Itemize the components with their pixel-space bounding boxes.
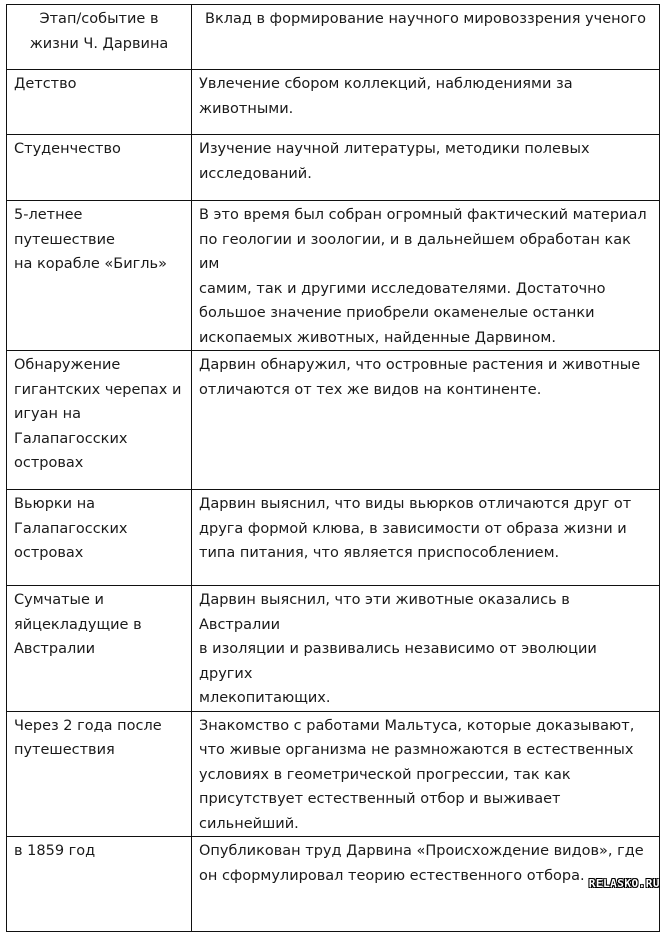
contribution-cell: Увлечение сбором коллекций, наблюдениями за животными.: [192, 70, 660, 135]
contribution-cell: Дарвин выяснил, что эти животные оказались в Австралии в изоляции и развивались независимо от эволюции других млекопитающих.: [192, 586, 660, 712]
contribution-cell: Опубликован труд Дарвина «Происхождение видов», где он сформулировал теорию естественного отбора.: [192, 837, 660, 932]
contribution-cell: Дарвин выяснил, что виды вьюрков отличаются друг от друга формой клюва, в зависимости от образа жизни и типа питания, что является приспособлением.: [192, 490, 660, 586]
table-row: [7, 351, 660, 490]
darwin-table: [6, 4, 660, 932]
contribution-cell: Дарвин обнаружил, что островные растения и животные отличаются от тех же видов на континенте.: [192, 351, 660, 490]
header-stage: Этап/событие в жизни Ч. Дарвина: [7, 5, 192, 70]
table-row: [7, 711, 660, 837]
stage-cell: в 1859 год: [7, 837, 192, 932]
stage-cell: Сумчатые и яйцекладущие в Австралии: [7, 586, 192, 712]
table-row: [7, 586, 660, 712]
table-header-row: [7, 5, 660, 70]
stage-cell: Студенчество: [7, 135, 192, 201]
table-row: [7, 837, 660, 932]
contribution-cell: В это время был собран огромный фактический материал по геологии и зоологии, и в дальнейшем обработан как им самим, так и другими исследователями. Достаточно большое значение приобрели окаменелые останки ископаемых животных, найденные Дарвином.: [192, 201, 660, 351]
stage-cell: 5-летнее путешествие на корабле «Бигль»: [7, 201, 192, 351]
table-row: [7, 135, 660, 201]
stage-cell: Вьюрки на Галапагосских островах: [7, 490, 192, 586]
stage-cell: Обнаружение гигантских черепах и игуан на Галапагосских островах: [7, 351, 192, 490]
contribution-cell: Изучение научной литературы, методики полевых исследований.: [192, 135, 660, 201]
stage-cell: Детство: [7, 70, 192, 135]
table-row: [7, 490, 660, 586]
site-watermark: RELASKO.RU: [588, 877, 660, 890]
stage-cell: Через 2 года после путешествия: [7, 711, 192, 837]
table-row: [7, 70, 660, 135]
header-contribution: Вклад в формирование научного мировоззрения ученого: [192, 5, 660, 70]
table-row: [7, 201, 660, 351]
contribution-cell: Знакомство с работами Мальтуса, которые доказывают, что живые организма не размножаются в естественных условиях в геометрической прогрессии, так как присутствует естественный отбор и выживает сильнейший.: [192, 711, 660, 837]
